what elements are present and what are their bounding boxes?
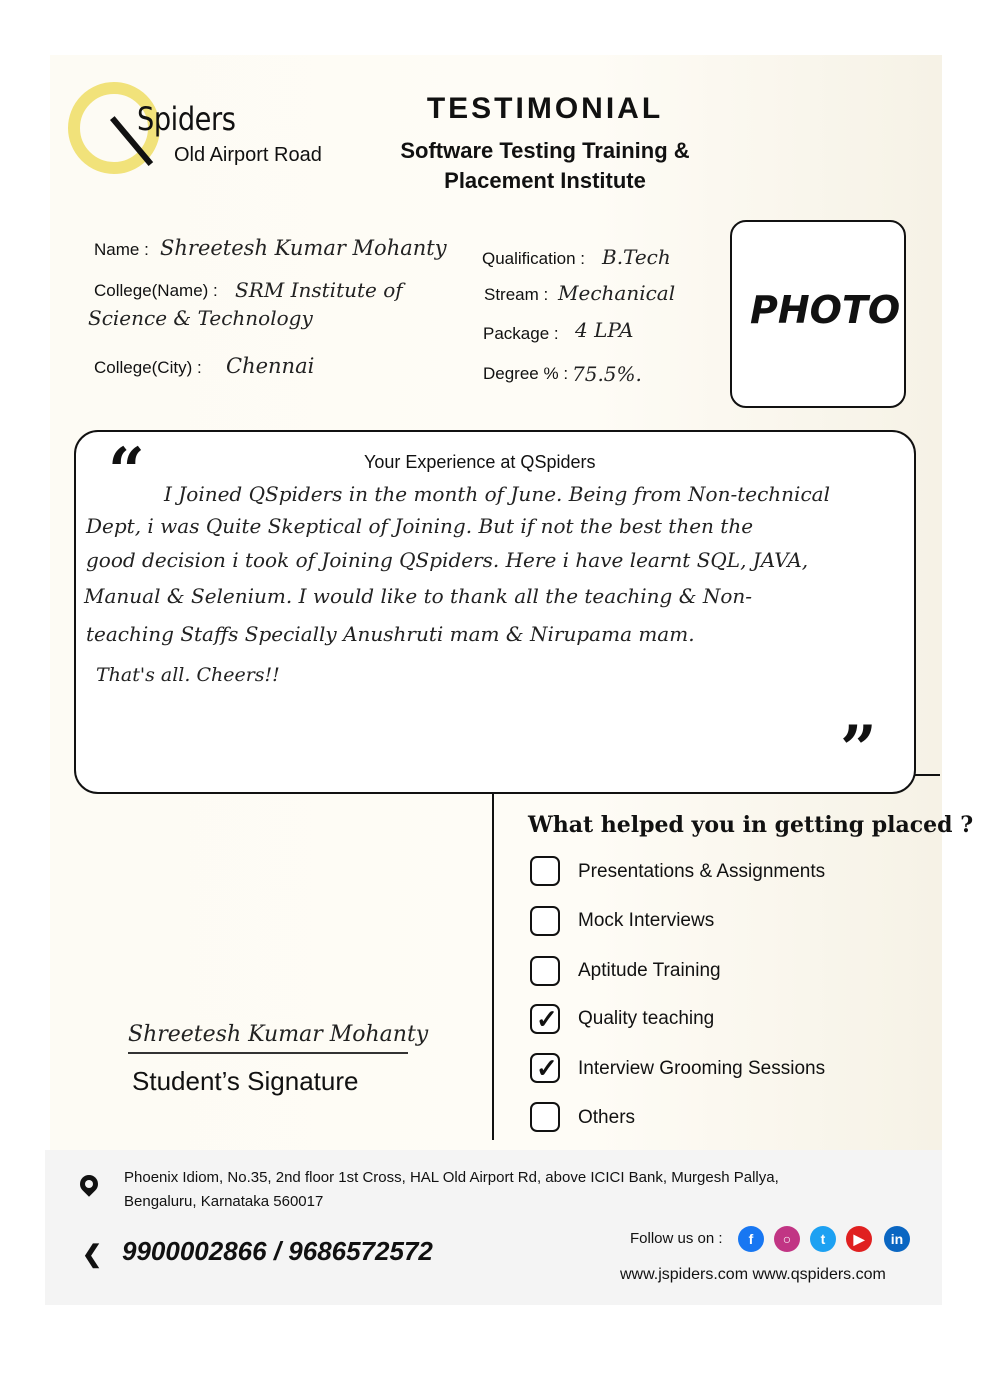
page-subtitle <box>380 136 710 196</box>
twitter-icon[interactable]: t <box>810 1226 836 1252</box>
page-title: TESTIMONIAL <box>426 92 664 125</box>
divider-horizontal <box>914 774 940 776</box>
logo-brand: Spiders <box>137 100 236 138</box>
college-city-label: College(City) : <box>94 358 202 377</box>
photo-placeholder-text: PHOTO <box>750 288 901 332</box>
stream-value: Mechanical <box>558 281 676 305</box>
name-label: Name : <box>94 240 149 259</box>
experience-line: good decision i took of Joining QSpiders. Here i have learnt SQL, JAVA, <box>86 548 809 572</box>
checkbox-aptitude-training[interactable] <box>530 956 560 986</box>
address-line-1: Phoenix Idiom, No.35, 2nd floor 1st Cross, HAL Old Airport Rd, above ICICI Bank, Murgesh Pallya, <box>124 1169 779 1186</box>
signature-line <box>128 1052 408 1054</box>
name-value: Shreetesh Kumar Mohanty <box>160 236 447 260</box>
subtitle-line-1: Software Testing Training & <box>400 138 690 163</box>
divider-vertical <box>492 794 494 1140</box>
checkmark-icon: ✓ <box>536 1004 558 1034</box>
college-name-value-line-1: SRM Institute of <box>235 278 403 302</box>
experience-line: Manual & Selenium. I would like to thank all the teaching & Non- <box>84 584 753 608</box>
placement-question: What helped you in getting placed ? <box>528 812 974 838</box>
website-links[interactable]: www.jspiders.com www.qspiders.com <box>620 1266 886 1283</box>
option-label: Interview Grooming Sessions <box>578 1058 826 1079</box>
college-city-value: Chennai <box>226 354 315 378</box>
logo-branch: Old Airport Road <box>174 144 322 166</box>
checkmark-icon: ✓ <box>536 1053 558 1083</box>
checkbox-mock-interviews[interactable] <box>530 906 560 936</box>
phone-numbers[interactable]: 9900002866 / 9686572572 <box>122 1236 433 1266</box>
phone-icon: ❮ <box>82 1241 103 1268</box>
experience-line: I Joined QSpiders in the month of June. Being from Non-technical <box>164 482 830 506</box>
stream-label: Stream : <box>484 285 549 304</box>
degree-label: Degree % : <box>483 364 569 383</box>
college-name-label: College(Name) : <box>94 281 218 300</box>
package-label: Package : <box>483 324 559 343</box>
qualification-label: Qualification : <box>482 249 585 268</box>
college-name-value-line-2: Science & Technology <box>88 306 313 330</box>
linkedin-icon[interactable]: in <box>884 1226 910 1252</box>
package-value: 4 LPA <box>575 318 634 342</box>
checkbox-others[interactable] <box>530 1102 560 1132</box>
youtube-icon[interactable]: ▶ <box>846 1226 872 1252</box>
address-line-2: Bengaluru, Karnataka 560017 <box>124 1193 324 1210</box>
option-label: Aptitude Training <box>578 960 721 981</box>
option-label: Mock Interviews <box>578 910 715 931</box>
option-label: Others <box>578 1107 636 1128</box>
close-quote-icon: ” <box>840 712 877 787</box>
follow-label: Follow us on : <box>630 1230 723 1247</box>
experience-line: That's all. Cheers!! <box>96 664 280 686</box>
student-signature-label: Student’s Signature <box>132 1066 359 1096</box>
qualification-value: B.Tech <box>602 245 671 269</box>
instagram-icon[interactable]: ○ <box>774 1226 800 1252</box>
option-label: Presentations & Assignments <box>578 861 826 882</box>
experience-line: teaching Staffs Specially Anushruti mam & Nirupama mam. <box>86 622 695 646</box>
experience-line: Dept, i was Quite Skeptical of Joining. But if not the best then the <box>86 514 754 538</box>
address <box>124 1166 844 1214</box>
degree-value: 75.5%. <box>572 362 642 386</box>
location-pin-dot <box>85 1180 93 1188</box>
facebook-icon[interactable]: f <box>738 1226 764 1252</box>
student-signature-handwritten: Shreetesh Kumar Mohanty <box>128 1022 429 1047</box>
checkbox-presentations[interactable] <box>530 856 560 886</box>
option-label: Quality teaching <box>578 1008 715 1029</box>
subtitle-line-2: Placement Institute <box>444 168 646 193</box>
open-quote-icon: “ <box>108 434 145 509</box>
experience-heading: Your Experience at QSpiders <box>364 452 596 472</box>
